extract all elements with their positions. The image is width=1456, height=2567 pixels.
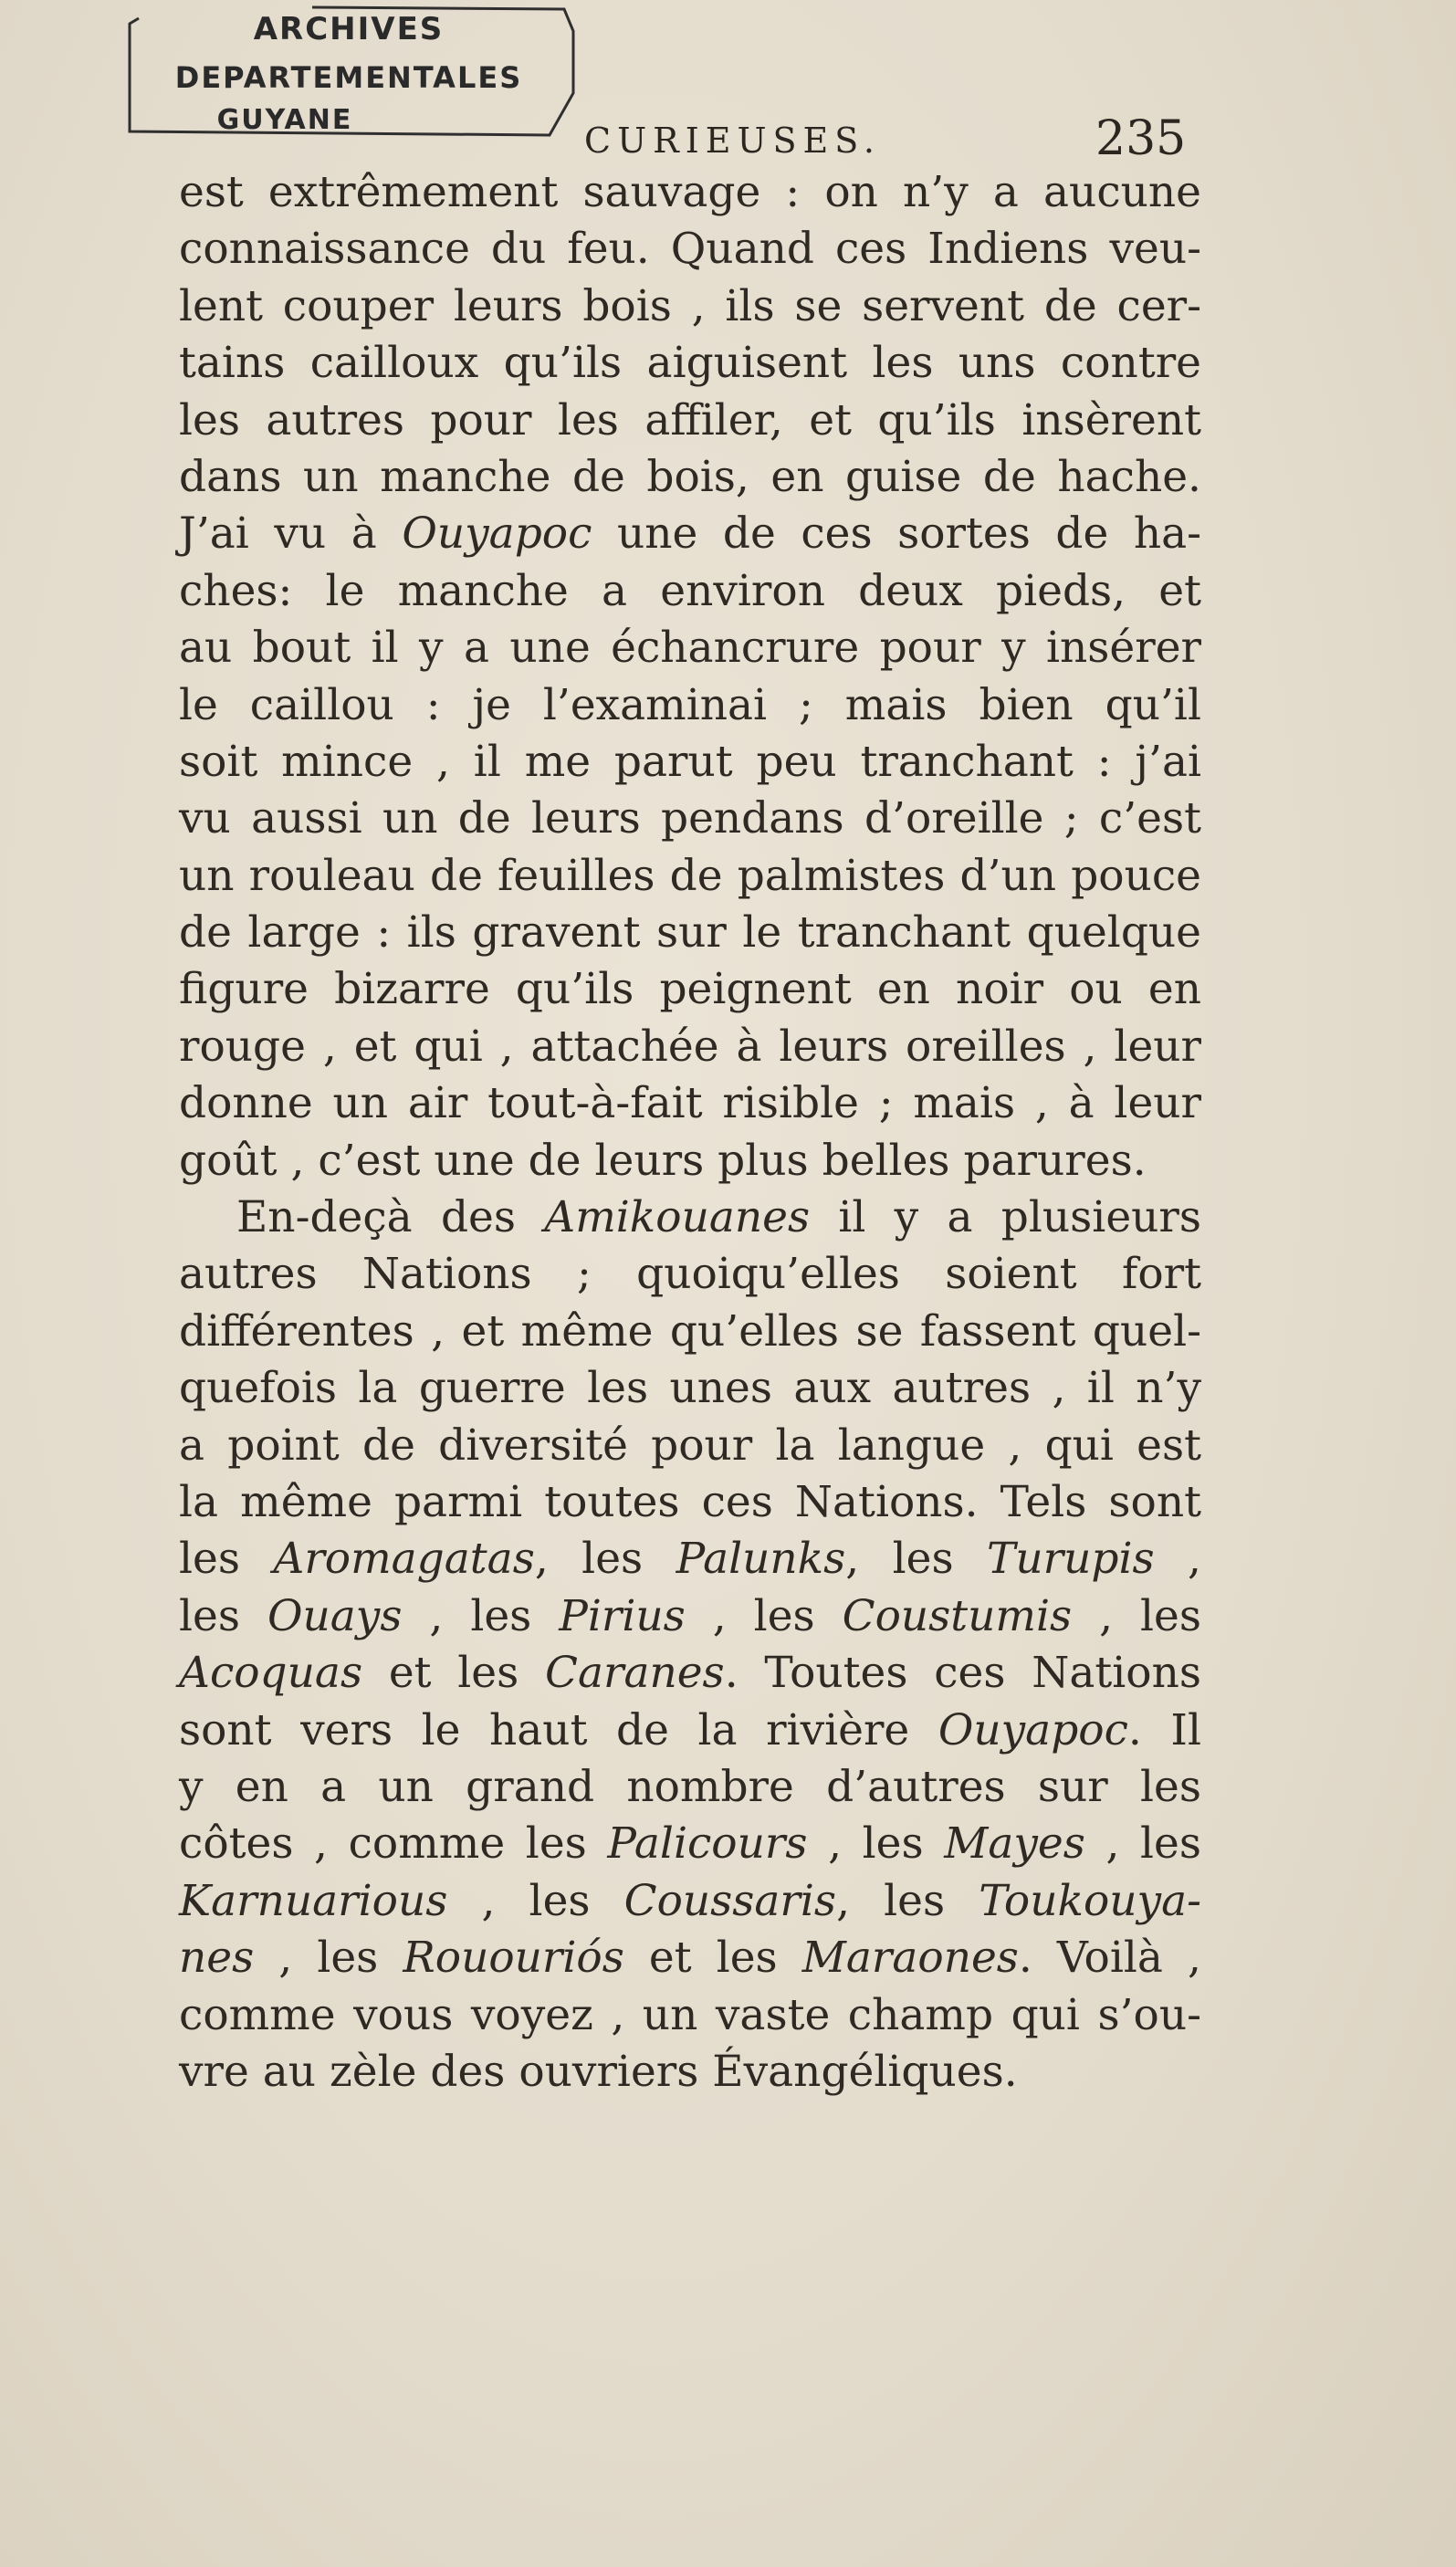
text-run: la même parmi toutes ces Nations. Tels sont [179, 1476, 1201, 1527]
text-run: , [1154, 1534, 1201, 1585]
text-run: comme vous voyez , un vaste champ qui s’ou- [179, 1989, 1201, 2040]
text-run: et les [362, 1648, 545, 1699]
text-line [179, 1987, 1201, 2044]
page-number: 235 [1095, 111, 1187, 166]
text-line [179, 620, 1201, 676]
italic-name: Rououriós [403, 1933, 624, 1984]
text-run: y en a un grand nombre d’autres sur les [179, 1761, 1201, 1812]
text-line [179, 905, 1201, 961]
text-line [179, 2044, 1201, 2101]
text-run: a point de diversité pour la langue , qui est [179, 1420, 1201, 1471]
text-line [179, 278, 1201, 335]
text-run: , les [685, 1590, 843, 1641]
text-line [179, 1645, 1201, 1702]
text-run: , les [807, 1818, 945, 1870]
body-text [179, 164, 1201, 2101]
text-run: autres Nations ; quoiqu’elles soient fort [179, 1249, 1201, 1300]
text-line [179, 449, 1201, 506]
text-line [179, 1703, 1201, 1759]
text-line [179, 1246, 1201, 1303]
italic-name: Pirius [559, 1590, 686, 1641]
text-run: goût , c’est une de leurs plus belles parures. [179, 1135, 1147, 1186]
text-line [179, 1075, 1201, 1132]
italic-name: Coustumis [842, 1590, 1073, 1641]
text-run: , les [402, 1590, 560, 1641]
running-head: CURIEUSES. [584, 120, 882, 161]
text-run: le caillou : je l’examinai ; mais bien qu’il [179, 679, 1201, 730]
text-run: . Toutes ces Nations [724, 1648, 1201, 1699]
text-run: , les [845, 1534, 988, 1585]
text-run: En-deçà des [236, 1192, 545, 1243]
text-line [179, 961, 1201, 1018]
text-line [179, 1531, 1201, 1587]
text-run: , les [1084, 1818, 1201, 1870]
text-line [179, 1019, 1201, 1075]
text-run: les autres pour les affiler, et qu’ils insèrent [179, 394, 1201, 445]
text-line [179, 1304, 1201, 1360]
italic-name: Ouays [267, 1590, 403, 1641]
text-line [179, 1133, 1201, 1189]
text-line [179, 1360, 1201, 1417]
text-run: , les [1072, 1590, 1201, 1641]
text-run: les [179, 1534, 274, 1585]
italic-name: Karnuarious [179, 1875, 448, 1926]
text-line [179, 221, 1201, 278]
text-run: rouge , et qui , attachée à leurs oreilles , leur [179, 1021, 1201, 1072]
text-line [179, 1816, 1201, 1872]
text-line [179, 1474, 1201, 1531]
text-run: les [179, 1590, 267, 1641]
italic-name: Turupis [987, 1534, 1155, 1585]
text-run: connaissance du feu. Quand ces Indiens veu- [179, 224, 1201, 275]
italic-name: Amikouanes [544, 1192, 811, 1243]
text-line [179, 1930, 1201, 1986]
text-run: J’ai vu à [179, 508, 403, 560]
italic-name: Coussaris [623, 1875, 837, 1926]
text-run: de large : ils gravent sur le tranchant quelque [179, 907, 1201, 959]
text-run: , les [254, 1933, 403, 1984]
text-line [179, 563, 1201, 620]
italic-name: Ouyapoc [937, 1704, 1128, 1755]
text-run: il y a plusieurs [810, 1192, 1201, 1243]
italic-name: Palicours [607, 1818, 808, 1870]
text-run: un rouleau de feuilles de palmistes d’un pouce [179, 850, 1201, 901]
italic-name: Ouyapoc [402, 508, 592, 560]
text-run: au bout il y a une échancrure pour y insérer [179, 623, 1201, 674]
text-run: , les [447, 1875, 624, 1926]
text-line [179, 506, 1201, 562]
text-run: , les [836, 1875, 979, 1926]
text-line [179, 848, 1201, 905]
italic-name: Mayes [944, 1818, 1085, 1870]
text-line [179, 1873, 1201, 1930]
italic-name: Maraones [801, 1933, 1019, 1984]
italic-name: Acoquas [179, 1648, 363, 1699]
stamp-line-departementales: DEPARTEMENTALES [174, 60, 523, 95]
text-line [179, 164, 1201, 221]
stamp-line-archives: ARCHIVES [253, 11, 445, 47]
text-line [179, 393, 1201, 449]
text-run: sont vers le haut de la rivière [179, 1704, 938, 1755]
text-line [179, 335, 1201, 392]
archives-stamp [120, 5, 577, 142]
text-run: une de ces sortes de ha- [592, 508, 1201, 560]
text-run: ches: le manche a environ deux pieds, et [179, 565, 1201, 616]
text-line [179, 734, 1201, 791]
italic-name: Aromagatas [273, 1534, 535, 1585]
text-run: . Il [1127, 1704, 1201, 1755]
text-run: vu aussi un de leurs pendans d’oreille ; c’est [179, 793, 1201, 844]
text-run: vre au zèle des ouvriers Évangéliques. [179, 2046, 1018, 2097]
text-line [179, 791, 1201, 847]
text-run: est extrêmement sauvage : on n’y a aucune [179, 167, 1201, 217]
text-run: , les [534, 1534, 676, 1585]
text-line [179, 1759, 1201, 1816]
text-line [179, 1189, 1201, 1246]
text-run: figure bizarre qu’ils peignent en noir ou en [179, 964, 1201, 1015]
text-run: tains cailloux qu’ils aiguisent les uns contre [179, 338, 1201, 389]
text-run: . Voilà , [1018, 1933, 1201, 1984]
text-run: donne un air tout-à-fait risible ; mais , à leur [179, 1078, 1201, 1129]
text-run: différentes , et même qu’elles se fassent quel- [179, 1305, 1201, 1357]
italic-name: Caranes [545, 1648, 725, 1699]
text-line [179, 1418, 1201, 1474]
text-run: quefois la guerre les unes aux autres , il n’y [179, 1363, 1201, 1414]
text-line [179, 677, 1201, 734]
stamp-line-guyane: GUYANE [216, 104, 353, 136]
italic-name: Toukouya- [979, 1875, 1201, 1926]
text-run: et les [623, 1933, 802, 1984]
italic-name: Palunks [676, 1534, 846, 1585]
text-line [179, 1588, 1201, 1645]
text-run: soit mince , il me parut peu tranchant : j’ai [179, 736, 1201, 787]
italic-name: nes [179, 1933, 255, 1984]
text-run: lent couper leurs bois , ils se servent de cer- [179, 280, 1201, 331]
text-run: dans un manche de bois, en guise de hache. [179, 451, 1201, 502]
text-run: côtes , comme les [179, 1818, 608, 1870]
